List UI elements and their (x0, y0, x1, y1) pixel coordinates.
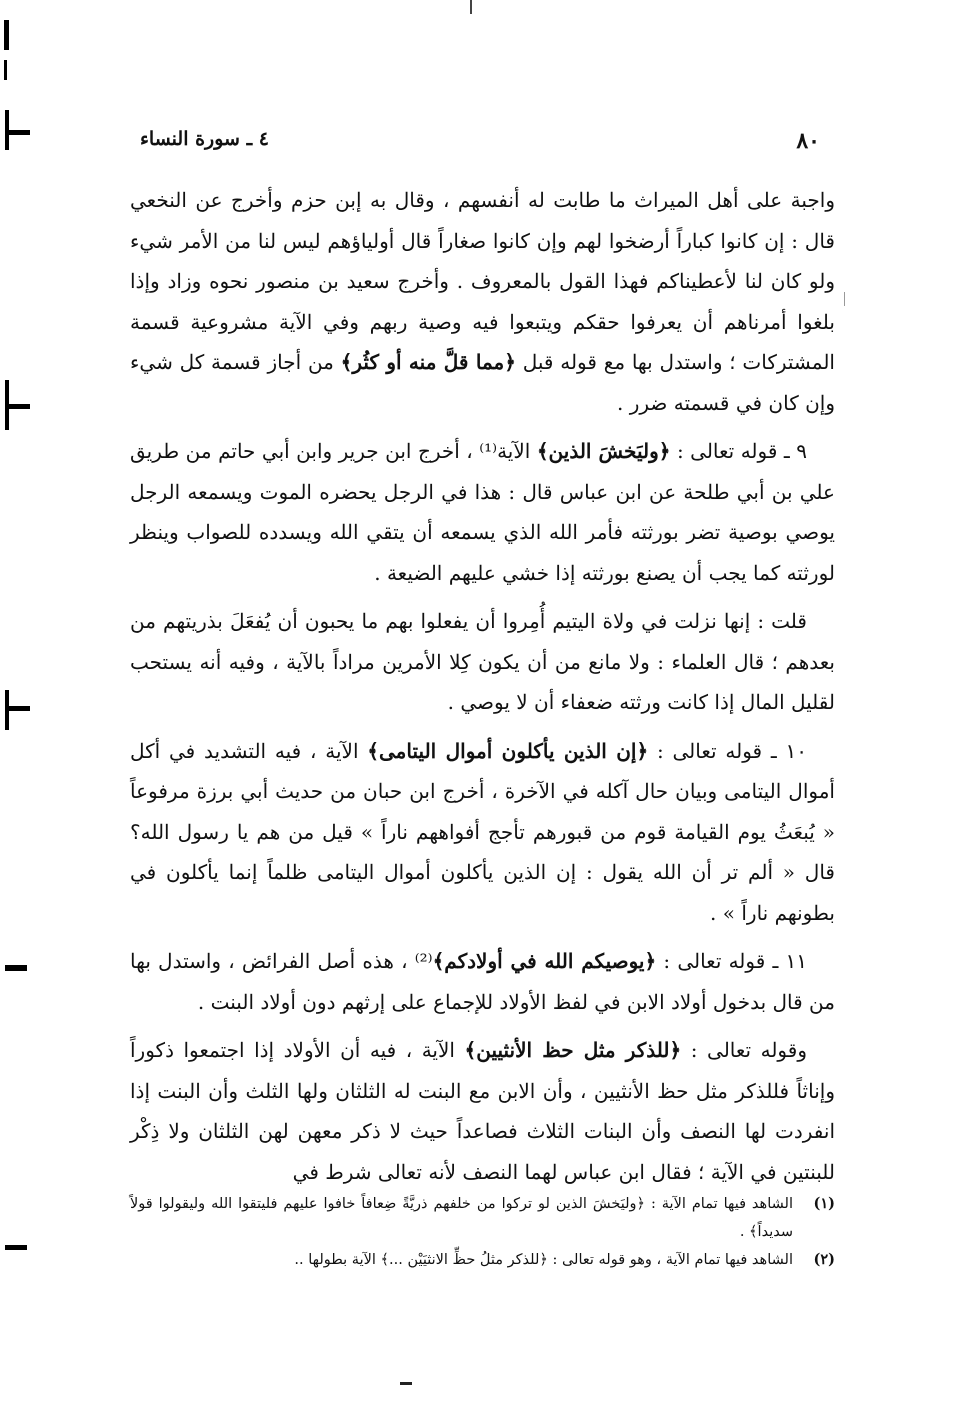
paragraph-text: ١١ ـ قوله تعالى : (656, 949, 807, 973)
footnote-number: (٢) (813, 1251, 835, 1268)
paragraph (130, 180, 835, 423)
paragraph-text: ⁽²⁾ ، هذه أصل الفرائض ، واستدل بها من قال بدخول أولاد الابن في لفظ الأولاد للإجماع على إرثهم دون أولاد البنت . (130, 949, 835, 1014)
paragraph-text: وقوله تعالى : (681, 1038, 807, 1062)
footnote (130, 1246, 835, 1274)
surah-title: ٤ ـ سورة النساء (140, 128, 269, 150)
footnotes (130, 1190, 835, 1274)
paragraph (130, 731, 835, 934)
margin-mark (840, 292, 845, 306)
scan-mark (5, 706, 30, 711)
scan-mark (5, 965, 27, 971)
top-rule (470, 0, 472, 14)
paragraph-text: ١٠ ـ قوله تعالى : (648, 738, 807, 763)
scan-mark (5, 130, 30, 135)
paragraph-text: الآية⁽¹⁾ ، أخرج ابن جرير وابن أبي حاتم من طريق علي بن أبي طلحة عن ابن عباس قال : هذا في الرجل يحضره الموت ويسمعه الرجل يوصي بوصية تضر بورثته فأمر الله الذي يسمعه أن يتقي الله ويسدده للصواب وينظر لورثته كما يجب أن يصنع بورثته إذا خشي عليهم الضيعة . (130, 439, 835, 585)
quran-quote: ﴿يوصيكم الله في أولادكم﴾ (432, 949, 657, 973)
scan-mark (4, 60, 7, 80)
paragraph (130, 431, 835, 593)
footnote (130, 1190, 835, 1246)
quran-quote: ﴿وليَخشَ الذين﴾ (536, 439, 671, 463)
scan-mark (5, 404, 30, 409)
paragraph (130, 1030, 835, 1192)
page-number: ٨٠ (796, 128, 820, 154)
main-text (130, 180, 835, 1200)
paragraph-text: ٩ ـ قوله تعالى : (670, 439, 807, 463)
footnote-text: الشاهد فيها تمام الآية : ﴿وليَخشَ الذين لو تركوا من خلفهم ذريَّةً ضِعافاً خافوا عليهم فليتقوا الله وليقولوا قولاً سديداً﴾ . (130, 1196, 793, 1240)
quran-quote: ﴿مما قلَّ منه أو كثُر﴾ (340, 350, 516, 374)
paragraph-text: الآية ، فيه أن الأولاد إذا اجتمعوا ذكوراً وإناثاً فللذكر مثل حظ الأنثيين ، وأن الابن مع البنت له الثلثان ولها الثلث وأن البنت إذا انفردت لها النصف وأن البنات الثلاث فصاعداً حيث لا ذكر معهن لهن الثلثان ولا ذِكْر للبنتين في الآية ؛ فقال ابن عباس لهما النصف لأنه تعالى شرط في (130, 1038, 835, 1184)
quran-quote: ﴿للذكر مثل حظ الأنثيين﴾ (464, 1038, 682, 1062)
page-header (130, 128, 830, 160)
scan-edge (0, 0, 30, 1414)
paragraph (130, 941, 835, 1022)
paragraph-text: واجبة على أهل الميراث ما طابت له أنفسهم ، وقال به إبن حزم وأخرج عن النخعي قال : إن كانوا كباراً أرضخوا لهم وإن كانوا صغاراً قال أولياؤهم ليس لنا من الأمر شيء ولو كان لنا لأعطيناكم فهذا القول بالمعروف . وأخرج سعيد بن منصور نحوه وزاد وإذا بلغوا أمرناهم أن يعرفوا حقكم ويتبعوا فيه وصية ربهم وفي الآية مشروعية قسمة المشتركات ؛ واستدل بها مع قوله قبل (130, 188, 835, 374)
paragraph-text: الآية ، فيه التشديد في أكل أموال اليتامى وبيان حال آكله في الآخرة ، أخرج ابن حبان من حديث أبي برزة مرفوعاً « يُبعَثُ يوم القيامة قوم من قبورهم تأجج أفواههم ناراً » قيل من هم يا رسول الله؟ قال « ألم تر أن الله يقول : إن الذين يأكلون أموال اليتامى ظلماً إنما يأكلون في بطونهم ناراً » . (130, 738, 835, 925)
bottom-mark (400, 1382, 412, 1385)
footnote-number: (١) (813, 1195, 835, 1212)
paragraph-text: قلت : إنها نزلت في ولاة اليتيم أُمِروا أن يفعلوا بهم ما يحبون أن يُفعَلَ بذريتهم من بعدهم ؛ قال العلماء : ولا مانع من أن يكون كِلا الأمرين مراداً بالآية ، وفيه أنه يستحب لقليل المال إذا كانت ورثته ضعفاء أن لا يوصي . (130, 609, 835, 714)
paragraph-text: من أجاز قسمة كل شيء وإن كان في قسمته ضرر . (130, 350, 835, 415)
scan-mark (5, 1245, 27, 1250)
paragraph (130, 601, 835, 723)
quran-quote: ﴿إن الذين يأكلون أموال اليتامى﴾ (367, 738, 649, 763)
footnote-text: الشاهد فيها تمام الآية ، وهو قوله تعالى : ﴿للذكر مثلُ حظِّ الانثيَيْن ...﴾ الآية بطولها .. (294, 1252, 793, 1268)
scan-mark (4, 20, 9, 50)
